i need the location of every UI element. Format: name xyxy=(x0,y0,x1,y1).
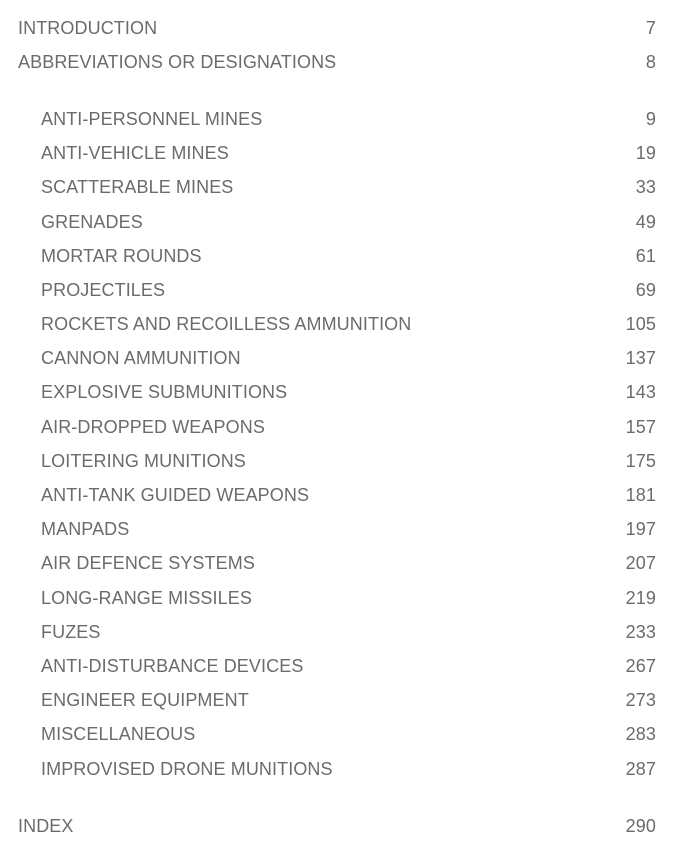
toc-entry-title: ANTI-VEHICLE MINES xyxy=(41,143,229,164)
toc-entry-title: CANNON AMMUNITION xyxy=(41,348,241,369)
toc-entry-title: ANTI-DISTURBANCE DEVICES xyxy=(41,655,304,676)
toc-entry-title: EXPLOSIVE SUBMUNITIONS xyxy=(41,382,288,403)
toc-spacer xyxy=(18,786,656,809)
toc-entry-page: 19 xyxy=(635,143,656,164)
toc-entry-page: 207 xyxy=(625,553,656,574)
toc-entry-title: FUZES xyxy=(41,621,101,642)
toc-entry-title: ANTI-PERSONNEL MINES xyxy=(41,108,263,129)
toc-entry-title: MORTAR ROUNDS xyxy=(41,245,202,266)
toc-entry-title: ROCKETS AND RECOILLESS AMMUNITION xyxy=(41,314,412,335)
toc-entry[interactable] xyxy=(18,718,656,752)
toc-entry[interactable] xyxy=(18,342,656,376)
table-of-contents xyxy=(18,0,656,843)
toc-entry-title: LOITERING MUNITIONS xyxy=(41,450,246,471)
toc-top-group xyxy=(18,0,656,79)
toc-entry-page: 283 xyxy=(625,724,656,745)
toc-entry-title: MISCELLANEOUS xyxy=(41,724,196,745)
toc-entry[interactable] xyxy=(18,547,656,581)
toc-entry-page: 287 xyxy=(625,758,656,779)
toc-entry[interactable] xyxy=(18,137,656,171)
toc-entry-page: 181 xyxy=(625,485,656,506)
toc-entry[interactable] xyxy=(18,615,656,649)
toc-entry[interactable] xyxy=(18,649,656,683)
toc-entry-title: INTRODUCTION xyxy=(18,17,158,38)
toc-entry-title: SCATTERABLE MINES xyxy=(41,177,234,198)
toc-entry[interactable] xyxy=(18,308,656,342)
toc-entry-page: 175 xyxy=(625,450,656,471)
toc-entry[interactable] xyxy=(18,513,656,547)
toc-entry-page: 69 xyxy=(635,279,656,300)
toc-entry[interactable] xyxy=(18,171,656,205)
toc-entry-title: AIR-DROPPED WEAPONS xyxy=(41,416,265,437)
toc-entry-index[interactable] xyxy=(18,809,656,843)
toc-entry-page: 233 xyxy=(625,621,656,642)
toc-entry-page: 137 xyxy=(625,348,656,369)
toc-entry[interactable] xyxy=(18,410,656,444)
toc-entry-title: IMPROVISED DRONE MUNITIONS xyxy=(41,758,333,779)
toc-entry-title: LONG-RANGE MISSILES xyxy=(41,587,252,608)
toc-entry-title: MANPADS xyxy=(41,519,130,540)
toc-entry[interactable] xyxy=(18,478,656,512)
toc-entry[interactable] xyxy=(18,102,656,136)
toc-entry[interactable] xyxy=(18,239,656,273)
toc-entry[interactable] xyxy=(18,581,656,615)
toc-chapter-group xyxy=(18,102,656,786)
toc-entry[interactable] xyxy=(18,376,656,410)
toc-entry[interactable] xyxy=(18,205,656,239)
toc-entry-page: 157 xyxy=(625,416,656,437)
toc-entry-page: 197 xyxy=(625,519,656,540)
toc-entry[interactable] xyxy=(18,444,656,478)
toc-entry-page: 143 xyxy=(625,382,656,403)
toc-entry-title: AIR DEFENCE SYSTEMS xyxy=(41,553,255,574)
toc-entry-page: 290 xyxy=(625,815,656,836)
toc-entry-page: 8 xyxy=(645,51,656,72)
toc-bottom-group xyxy=(18,809,656,843)
toc-entry-page: 267 xyxy=(625,655,656,676)
toc-entry-page: 105 xyxy=(625,314,656,335)
toc-entry-page: 49 xyxy=(635,211,656,232)
toc-entry-page: 33 xyxy=(635,177,656,198)
toc-spacer xyxy=(18,79,656,102)
toc-entry-page: 273 xyxy=(625,690,656,711)
toc-entry-page: 7 xyxy=(645,17,656,38)
toc-entry-title: ANTI-TANK GUIDED WEAPONS xyxy=(41,485,310,506)
toc-entry[interactable] xyxy=(18,273,656,307)
toc-entry[interactable] xyxy=(18,752,656,786)
toc-entry-abbreviations[interactable] xyxy=(18,45,656,79)
toc-entry-title: ENGINEER EQUIPMENT xyxy=(41,690,249,711)
toc-entry-page: 9 xyxy=(645,108,656,129)
toc-entry-introduction[interactable] xyxy=(18,11,656,45)
toc-entry-title: INDEX xyxy=(18,815,74,836)
toc-entry-page: 219 xyxy=(625,587,656,608)
toc-entry-title: GRENADES xyxy=(41,211,143,232)
toc-entry[interactable] xyxy=(18,684,656,718)
toc-entry-title: PROJECTILES xyxy=(41,279,166,300)
toc-entry-title: ABBREVIATIONS OR DESIGNATIONS xyxy=(18,51,337,72)
toc-entry-page: 61 xyxy=(635,245,656,266)
